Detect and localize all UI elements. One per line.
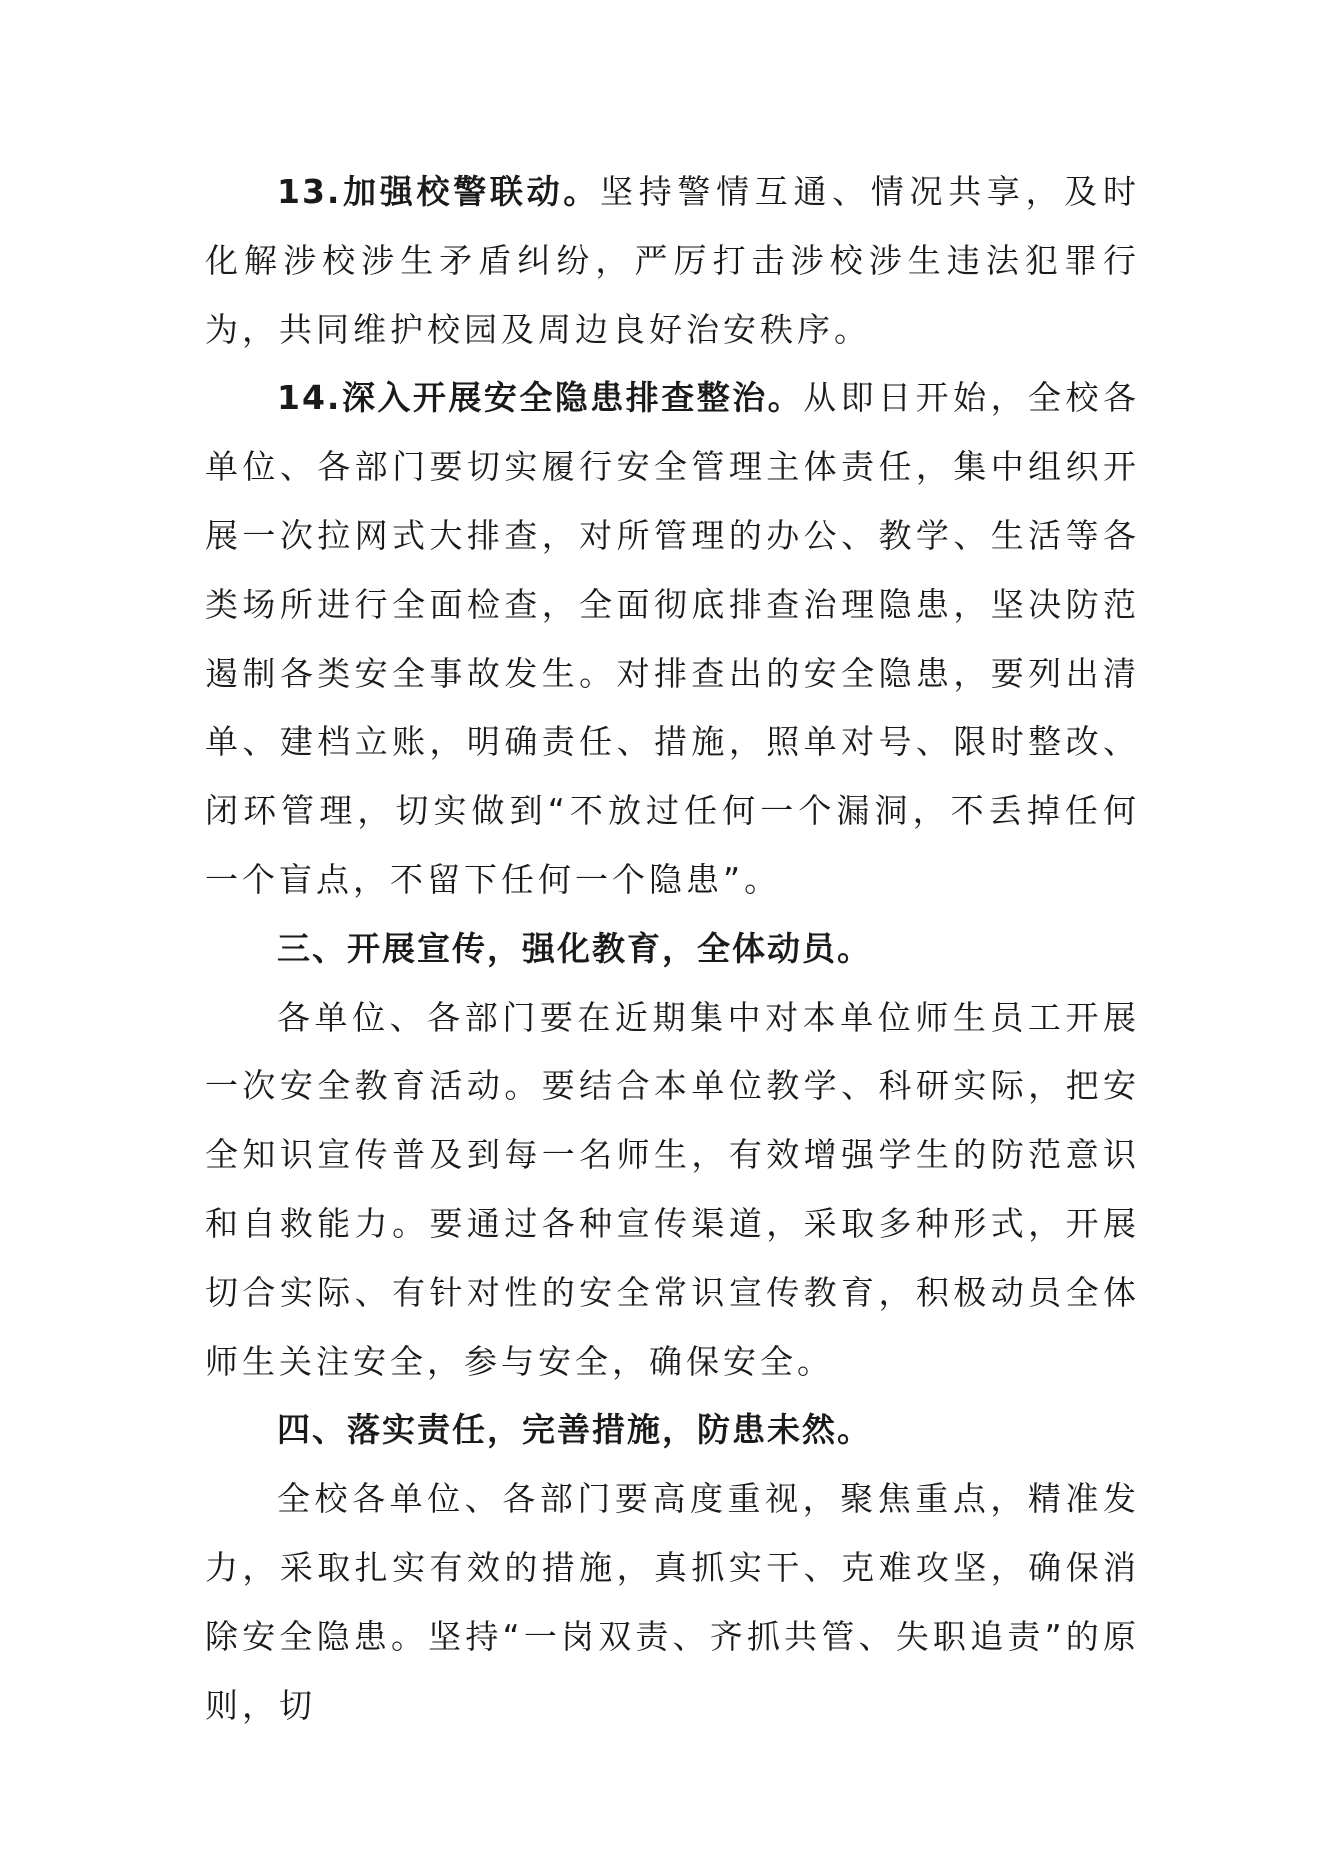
- paragraph-14: [205, 364, 1140, 914]
- section-3-heading: 三、开展宣传，强化教育，全体动员。: [277, 928, 872, 968]
- document-body: [205, 158, 1140, 1740]
- paragraph-14-lead: 14.深入开展安全隐患排查整治。: [277, 378, 804, 418]
- paragraph-13-text: 坚持警情互通、情况共享，及时化解涉校涉生矛盾纠纷，严厉打击涉校涉生违法犯罪行为，共同维护校园及周边良好治安秩序。: [205, 172, 1140, 349]
- section-4-heading: 四、落实责任，完善措施，防患未然。: [277, 1410, 872, 1450]
- section-3-paragraph: 各单位、各部门要在近期集中对本单位师生员工开展一次安全教育活动。要结合本单位教学、科研实际，把安全知识宣传普及到每一名师生，有效增强学生的防范意识和自救能力。要通过各种宣传渠道，采取多种形式，开展切合实际、有针对性的安全常识宣传教育，积极动员全体师生关注安全，参与安全，确保安全。: [205, 997, 1140, 1381]
- section-4-paragraph: 全校各单位、各部门要高度重视，聚焦重点，精准发力，采取扎实有效的措施，真抓实干、克难攻坚，确保消除安全隐患。坚持“一岗双责、齐抓共管、失职追责”的原则，切: [205, 1479, 1140, 1725]
- paragraph-14-text: 从即日开始，全校各单位、各部门要切实履行安全管理主体责任，集中组织开展一次拉网式大排查，对所管理的办公、教学、生活等各类场所进行全面检查，全面彻底排查治理隐患，坚决防范遏制各类安全事故发生。对排查出的安全隐患，要列出清单、建档立账，明确责任、措施，照单对号、限时整改、闭环管理，切实做到“不放过任何一个漏洞，不丢掉任何一个盲点，不留下任何一个隐患”。: [205, 378, 1141, 899]
- paragraph-13-lead: 13.加强校警联动。: [277, 172, 600, 211]
- paragraph-13: [205, 158, 1140, 364]
